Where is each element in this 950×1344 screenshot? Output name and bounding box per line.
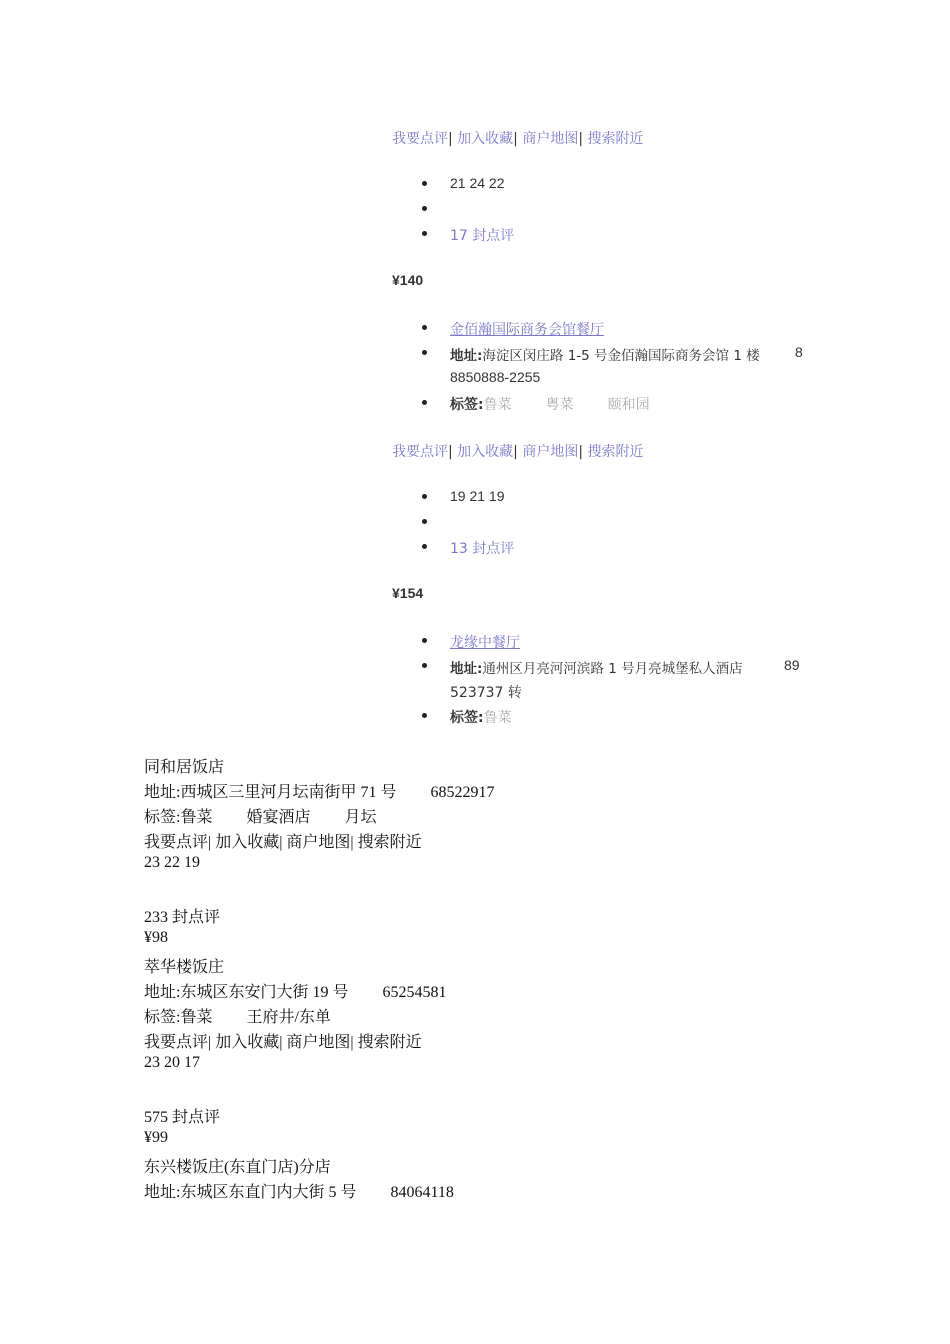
review-link[interactable]: 我要点评 [392,131,448,147]
address-text: 地址:西城区三里河月坛南街甲 71 号 [144,784,397,801]
address-line [144,779,494,802]
action-links: 我要点评| 加入收藏| 商户地图| 搜索附近 [392,131,644,147]
review-link[interactable]: 我要点评 [392,444,448,460]
address-text: 地址:东城区东安门大街 19 号 [144,984,349,1001]
bullet [422,494,427,499]
tag: 月坛 [344,809,377,826]
restaurant-name-link[interactable]: 金佰瀚国际商务会馆餐厅 [450,322,604,338]
phone: 84064118 [390,1184,454,1201]
price: ¥98 [144,929,168,946]
bullet [422,713,427,718]
tags-line [450,707,512,727]
nearby-link[interactable]: 搜索附近 [587,444,644,460]
scores: 23 20 17 [144,1054,200,1071]
phone-part2: 8850888-2255 [450,369,541,385]
bullet [422,638,427,643]
nearby-link[interactable]: 搜索附近 [587,131,644,147]
action-links: 我要点评| 加入收藏| 商户地图| 搜索附近 [144,834,422,851]
tags-label: 标签: [450,397,484,413]
scores: 21 24 22 [450,175,505,191]
phone-part1: 8 [795,344,803,360]
tags-text: 标签:鲁菜 [144,1009,213,1026]
address-line [144,1179,454,1202]
tag[interactable]: 颐和园 [607,397,650,413]
price: ¥99 [144,1129,168,1146]
scores: 19 21 19 [450,488,505,504]
address-text: 通州区月亮河河滨路 1 号月亮城堡私人酒店 [482,661,743,677]
bullet [422,181,427,186]
bullet [422,206,427,211]
restaurant-name: 萃华楼饭庄 [144,959,225,976]
phone: 65254581 [382,984,447,1001]
address-label: 地址: [450,348,483,364]
address-line [450,657,743,677]
restaurant-name: 同和居饭店 [144,759,225,776]
scores: 23 22 19 [144,854,200,871]
address-text: 海淀区闵庄路 1-5 号金佰瀚国际商务会馆 1 楼 [482,348,760,364]
tags-line [450,394,650,414]
review-count-link[interactable]: 13 封点评 [450,541,515,557]
bullet [422,663,427,668]
address-text: 地址:东城区东直门内大街 5 号 [144,1184,357,1201]
tags-text: 标签:鲁菜 [144,809,213,826]
review-count-link[interactable]: 17 封点评 [450,228,515,244]
tags-line [144,804,376,827]
tag: 婚宴酒店 [246,809,311,826]
price: ¥154 [392,585,424,601]
map-link[interactable]: 商户地图 [522,444,579,460]
restaurant-name: 东兴楼饭庄(东直门店)分店 [144,1159,331,1176]
review-count: 575 封点评 [144,1109,221,1126]
tag[interactable]: 粤菜 [545,397,574,413]
phone: 68522917 [430,784,495,801]
phone-part2: 523737 转 [450,685,522,701]
tags-line [144,1004,331,1027]
bullet [422,519,427,524]
bullet [422,400,427,405]
bullet [422,325,427,330]
phone-part1: 89 [784,657,800,673]
bullet [422,350,427,355]
bullet [422,544,427,549]
favorite-link[interactable]: 加入收藏 [457,131,514,147]
tag: 王府井/东单 [246,1009,331,1026]
bullet [422,231,427,236]
action-links: 我要点评| 加入收藏| 商户地图| 搜索附近 [144,1034,422,1051]
tags-label: 标签: [450,710,484,726]
favorite-link[interactable]: 加入收藏 [457,444,514,460]
action-links: 我要点评| 加入收藏| 商户地图| 搜索附近 [392,444,644,460]
map-link[interactable]: 商户地图 [522,131,579,147]
tag[interactable]: 鲁菜 [483,397,512,413]
tag[interactable]: 鲁菜 [483,710,512,726]
address-line [450,344,760,364]
address-label: 地址: [450,661,483,677]
review-count: 233 封点评 [144,909,221,926]
address-line [144,979,446,1002]
restaurant-name-link[interactable]: 龙缘中餐厅 [450,635,520,651]
price: ¥140 [392,272,424,288]
